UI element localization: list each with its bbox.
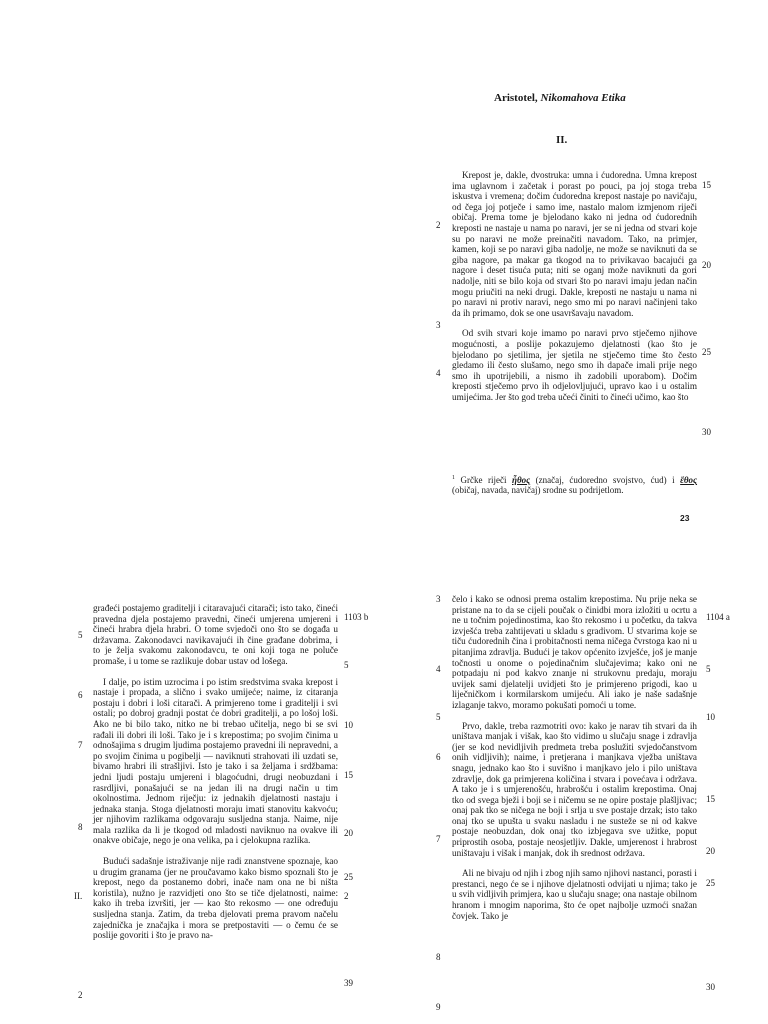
line-number: 15 <box>702 180 711 190</box>
line-number: 30 <box>702 427 711 437</box>
running-header <box>494 92 626 104</box>
bekker-page-ref: 1104 a <box>706 612 730 622</box>
bekker-marker: 3 <box>436 594 441 604</box>
top-paragraph-2: Od svih stvari koje imamo po naravi prvo stječemo njihove mogućnosti, a poslije pokazujemo djelatnosti (kao što je bjelodano po sjetilima, jer sjetila ne stječemo time što često gledamo ili često slušamo, nego smo ih dapače imali prije nego smo ih upotrijebili, a nismo ih zadobili uporabom). Dočim kreposti stječemo prvo ih odjelovljujući, upravo kao i u ostalim umijećima. Jer što god treba učeći činiti to čineći učimo, kao što <box>452 328 697 402</box>
line-number: 25 <box>344 872 353 882</box>
bekker-marker: 5 <box>78 630 83 640</box>
line-number: 25 <box>706 878 715 888</box>
top-text-column <box>452 170 697 412</box>
bottom-right-column <box>452 594 697 931</box>
line-number: 2 <box>344 891 349 901</box>
bekker-marker: 4 <box>436 368 441 378</box>
bottom-right-paragraph-1: čelo i kako se odnosi prema ostalim krepostima. Nu prije neka se pristane na to da se cijeli poučak o činidbi mora izložiti u ocrtu a ne u točnim pojedinostima, kao što rekosmo i u početku, da takva izvješća treba zahtijevati u skladu s gradivom. U stvarima koje se tiču ćudorednih čina i probitačnosti nema ničega čvrstoga kao ni u pitanjima zdravlja. Budući je takov općenito izvješće, još je manje točnosti u onome o pojedinačnim slučajevima; kako oni ne potpadaju ni pod kakvo znanje ni strukovnu predaju, moraju uvijek sami djelatelji uvidjeti što je primjereno prigodi, kao u liječničkom i kormilarskom umijeću. Ali iako je naše sadašnje izlaganje takvo, moramo pokušati pomoći u tome. <box>452 594 697 710</box>
bekker-marker: 4 <box>436 664 441 674</box>
line-number: 15 <box>706 794 715 804</box>
bekker-page-ref: 1103 b <box>344 612 369 622</box>
header-book-title: Nikomahova Etika <box>540 92 626 104</box>
greek-word: ἦθος <box>512 475 531 485</box>
bekker-marker: 6 <box>436 752 441 762</box>
book-section-marker: II. <box>74 891 83 901</box>
line-number: 20 <box>702 260 711 270</box>
bottom-left-paragraph-3: Budući sadašnje istraživanje nije radi znanstvene spoznaje, kao u drugim granama (jer ne proučavamo kako bismo spoznali što je krepost, nego da postanemo dobri, inače nam ona ne bi ništa koristila), nužno je razvidjeti ono što se tiče djelatnosti, naime: kako ih treba izvršiti, jer — kao što rekosmo — one određuju susljedna stanja. Zatim, da treba djelovati prema pravom načelu zajednička je značajka i mora se pretpostaviti — o čemu će se poslije govoriti i što je pravo na- <box>93 856 338 941</box>
bekker-marker: 8 <box>78 822 83 832</box>
bekker-marker: 2 <box>436 220 441 230</box>
top-paragraph-1: Krepost je, dakle, dvostruka: umna i ćudoredna. Umna krepost ima uglavnom i začetak i porast po pouci, pa joj stoga treba iskustva i vremena; dočim ćudoredna krepost nastaje po navičaju, od čega joj potječe i samo ime, nastalo malom izmjenom riječi običaj. Prema tome je bjelodano kako ni jedna od ćudorednih kreposti ne nastaje u nama po naravi, jer se ni jedna od stvari koje su po naravi ne može preinačiti navadom. Tako, na primjer, kamen, koji se po naravi giba nadolje, ne može se naviknuti da se giba nagore, pa makar ga tkogod na to privikavao bacajući ga nagore i deset tisuća puta; niti se oganj može naviknuti da gori nadolje, niti se bilo koja od stvari što po naravi imaju jedan način mogu priučiti na neki drugi. Dakle, kreposti ne nastaju u nama ni po naravi ni protiv naravi, nego smo mi po naravi načinjeni tako da ih primamo, dok se one usavršavaju navadom. <box>452 170 697 318</box>
line-number: 25 <box>702 347 711 357</box>
bekker-marker: 2 <box>78 990 83 1000</box>
bekker-marker: 7 <box>78 740 83 750</box>
line-number: 5 <box>344 660 349 670</box>
footnote-text: Grčke riječi <box>460 475 507 485</box>
page-number: 23 <box>680 513 690 523</box>
bottom-left-column <box>93 603 338 951</box>
bottom-right-paragraph-2: Prvo, dakle, treba razmotriti ovo: kako je narav tih stvari da ih uništava manjak i višak, kao što vidimo u slučaju snage i zdravlja (jer se kod nevidljivih predmeta treba poslužiti svjedočanstvom onih vidljivih); naime, i pretjerana i manjkava vježba uništava snagu, jednako kao što i suvišno i manjkavo jelo i pilo uništava zdravlje, dok ga primjerena količina i stvara i povećava i održava. A tako je i s umjerenošću, hrabrošću i ostalim krepostima. Onaj tko od svega bježi i boji se i ničemu se ne opire postaje plašljivac; onaj pak tko se ničega ne boji i srlja u sve postaje drzak; isto tako onaj tko se upušta u svaku nasladu i ne sustežе se ni od kakve postaje neobuzdan, dok onaj tko izbjegava sve užitke, poput priprostih osoba, postaje neosjetljiv. Dakle, umjerenost i hrabrost uništavaju i višak i manjak, dok ih srednost održava. <box>452 720 697 858</box>
bekker-marker: 9 <box>436 1002 441 1012</box>
line-number: 39 <box>344 978 353 988</box>
line-number: 10 <box>344 720 353 730</box>
line-number: 20 <box>706 846 715 856</box>
greek-word: ἔθος <box>680 475 698 485</box>
bottom-left-paragraph-2: I dalje, po istim uzrocima i po istim sredstvima svaka krepost i nastaje i propada, a slično i svako umijeće; naime, iz citaranja postaju i dobri i loši citarači. A primjereno tome i graditelji i svi ostali; po dobroj gradnji postat će dobri graditelji, a po lošoj loši. Ako ne bi bilo tako, nitko ne bi trebao učitelja, nego bi se svi rađali ili dobri ili loši. Tako je i s krepostima; po svojim činima u odnošajima s drugim ljudima postajemo pravedni ili nepravedni, a po svojim činima u pogibelji — naviknuti strahovati ili uzdati se, bivamo hrabri ili strašljivi. Isto je tako i sa željama i srdžbama: jedni ljudi postaju umjereni i blagoćudni, drugi neobuzdani i rasrdljivi, ponašajući se na jedan ili na drugi način u tim okolnostima. Jednom riječju: iz jednakih djelatnosti nastaju i jednaka stanja. Stoga djelatnosti moraju imati stanovitu kakvoću; jer njihovim razlikama odgovaraju susljedna stanja. Naime, nije mala razlika da li je tkogod od mladosti naviknuo na ovakve ili onakve običaje, nego je ona velika, pa i cjelokupna razlika. <box>93 676 338 846</box>
bekker-marker: 7 <box>436 834 441 844</box>
header-author: Aristotel, <box>494 92 538 104</box>
bekker-marker: 3 <box>436 320 441 330</box>
section-heading: II. <box>556 134 568 146</box>
line-number: 30 <box>706 982 715 992</box>
footnote-marker: 1 <box>452 475 455 481</box>
bekker-marker: 6 <box>78 690 83 700</box>
bottom-left-paragraph-1: građeći postajemo graditelji i citaravajući citarači; isto tako, čineći pravedna djela postajemo pravedni, čineći umjerena umjereni i čineći hrabra djela hrabri. O tome svjedoči ono što se događa u državama. Zakonodavci navikavajući ih čine građane dobrima, i to je želja svakomu zakonodavcu, te oni koji toga ne poluče promaše, i u tome se razlikuje dobar ustav od lošega. <box>93 603 338 666</box>
line-number: 15 <box>344 770 353 780</box>
bekker-marker: 5 <box>436 712 441 722</box>
bekker-marker: 8 <box>436 952 441 962</box>
line-number: 5 <box>706 664 711 674</box>
footnote-text: (značaj, ćudoredno svojstvo, ćud) i <box>535 475 675 485</box>
bottom-right-paragraph-3: Ali ne bivaju od njih i zbog njih samo njihovi nastanci, porasti i prestanci, nego će se i njihove djelatnosti odvijati u njima; tako je u svih vidljivih primjera, kao u slučaju snage; ona nastaje obilnom hranom i mnogim naporima, što će opet najbolje uzmoći snažan čovjek. Tako je <box>452 868 697 921</box>
line-number: 20 <box>344 828 353 838</box>
footnote-text: (običaj, navada, navičaj) srodne su podrijetlom. <box>452 484 624 495</box>
footnote <box>452 476 697 495</box>
line-number: 10 <box>706 712 715 722</box>
